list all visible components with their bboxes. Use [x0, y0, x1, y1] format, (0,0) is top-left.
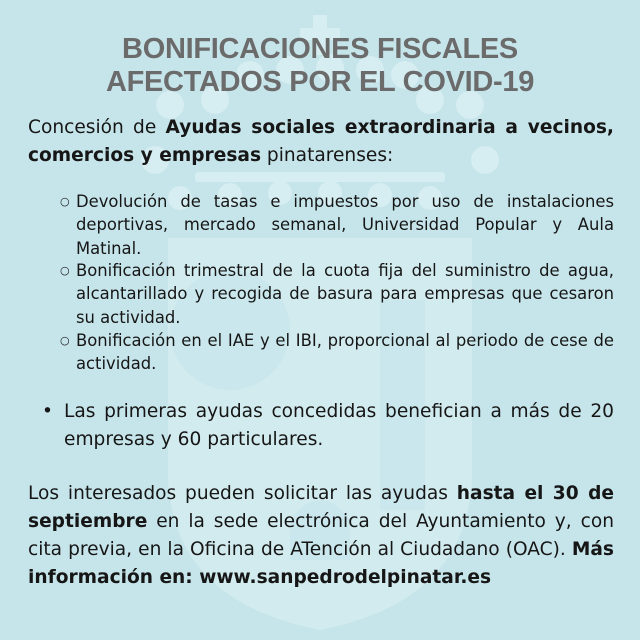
hollow-bullet-icon: ○ — [60, 264, 70, 277]
intro-bold-text: Ayudas sociales extraordinaria a vecinos, comercios y empresas — [28, 117, 614, 166]
main-item-text: Las primeras ayudas concedidas benefician a más de 20 empresas y 60 particulares. — [64, 401, 614, 450]
hollow-bullet-icon: ○ — [60, 195, 70, 208]
closing-paragraph — [28, 480, 614, 592]
sub-item-text: Devolución de tasas e impuestos por uso de instalaciones deportivas, mercado semanal, Universidad Popular y Aula Matinal. — [76, 192, 614, 258]
intro-text-end: pinatarenses: — [261, 145, 394, 166]
sub-list-item — [60, 329, 614, 376]
title-line-1: BONIFICACIONES FISCALES — [122, 33, 518, 65]
more-info-link[interactable]: Más información en: www.sanpedrodelpinatar.es — [28, 539, 614, 588]
deadline-text: hasta el 30 de septiembre — [28, 483, 614, 532]
bullet-icon: • — [42, 401, 53, 422]
sub-item-text: Bonificación en el IAE y el IBI, proporcional al periodo de cese de actividad. — [76, 331, 614, 374]
title-line-2: AFECTADOS POR EL COVID-19 — [105, 66, 535, 98]
hollow-bullet-icon: ○ — [60, 334, 70, 347]
intro-text: Concesión de — [28, 117, 166, 138]
main-list-item — [42, 398, 614, 454]
closing-text: Los interesados pueden solicitar las ayudas — [28, 483, 457, 504]
closing-text-2: en la sede electrónica del Ayuntamiento y, con cita previa, en la Oficina de ATención al Ciudadano (OAC). — [28, 511, 614, 560]
sub-list-item — [60, 259, 614, 329]
sub-item-text: Bonificación trimestral de la cuota fija del suministro de agua, alcantarillado y recogida de basura para empresas que cesaron su actividad. — [76, 261, 614, 327]
intro-paragraph — [28, 114, 614, 170]
sub-list-item — [60, 190, 614, 260]
